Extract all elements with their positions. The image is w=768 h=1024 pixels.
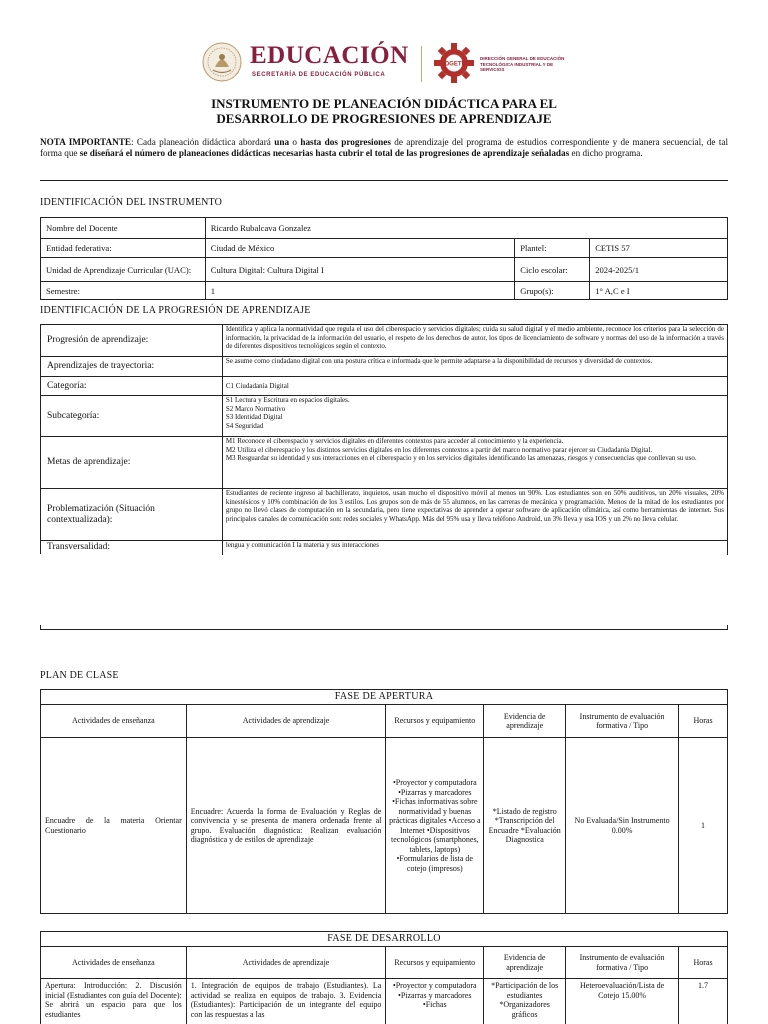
- nota-text-3: de aprendizaje del programa de estudios correspondiente y de manera secuencial, de tal forma que: [40, 137, 728, 159]
- categoria-value: C1 Ciudadanía Digital: [222, 377, 727, 396]
- divider-line: [40, 180, 728, 181]
- col-recursos: Recursos y equipamiento: [386, 947, 484, 979]
- desarrollo-horas: 1.7: [679, 979, 728, 1024]
- docente-label: Nombre del Docente: [41, 218, 206, 239]
- apertura-horas: 1: [679, 738, 728, 914]
- plantel-label: Plantel:: [515, 239, 590, 258]
- col-recursos: Recursos y equipamiento: [386, 705, 484, 738]
- plan-heading: PLAN DE CLASE: [40, 670, 119, 681]
- meta-line: M2 Utiliza el ciberespacio y los distintos servicios digitales en los diferentes contextos a partir del marco normativo parar ejercer su Ciudadanía Digital.: [225, 445, 653, 454]
- tick-left: [40, 625, 41, 630]
- nota-text-2: o: [289, 137, 301, 147]
- desarrollo-ensenanza: Apertura: Introducción: 2. Discusión inicial (Estudiantes con guía del Docente): Se abrirá un espacio para que los estudiantes: [41, 979, 187, 1024]
- header-divider: [421, 46, 422, 82]
- desarrollo-recursos: •Proyector y computadora •Pizarras y marcadores •Fichas: [386, 979, 484, 1024]
- table-row: [41, 690, 728, 705]
- desarrollo-aprendizaje: 1. Integración de equipos de trabajo (Estudiantes). La actividad se realiza en equipos de trabajo. 3. Evidencia (Estudiantes): Participación de un integrante del equipo con las respuestas a las: [186, 979, 386, 1024]
- entidad-label: Entidad federativa:: [41, 239, 206, 258]
- apertura-evidencia: *Listado de registro *Transcripción del Encuadre *Evaluación Diagnostica: [484, 738, 566, 914]
- desarrollo-evidencia: *Participación de los estudiantes *Organizadores gráficos: [484, 979, 566, 1024]
- table-row: [41, 979, 728, 1024]
- subcategoria-value: [222, 396, 727, 437]
- grupos-value: 1° A,C e I: [590, 282, 728, 300]
- meta-line: M1 Reconoce el ciberespacio y servicios digitales en diferentes contextos para acceder al conocimiento y la experiencia.: [225, 437, 564, 445]
- apertura-instrumento: No Evaluada/Sin Instrumento 0.00%: [566, 738, 679, 914]
- metas-value: [222, 437, 727, 489]
- uac-value: Cultura Digital: Cultura Digital I: [205, 258, 514, 282]
- table-row: [41, 282, 728, 300]
- col-evidencia: Evidencia de aprendizaje: [484, 705, 566, 738]
- subcategoria-label: Subcategoría:: [41, 396, 223, 437]
- transversalidad-value: lengua y comunicación I la materia y sus interacciones: [222, 541, 727, 555]
- table-row: [41, 947, 728, 979]
- title-line-1: INSTRUMENTO DE PLANEACIÓN DIDÁCTICA PARA EL: [211, 96, 557, 111]
- table-row: [41, 541, 728, 555]
- col-instrumento: Instrumento de evaluación formativa / Tipo: [566, 947, 679, 979]
- nota-text-1: : Cada planeación didáctica abordará: [131, 137, 275, 147]
- table-row: [41, 932, 728, 947]
- nota-bold-3: se diseñará el número de planeaciones didácticas necesarias hasta cubrir el total de las progresiones de aprendizaje señaladas: [79, 148, 570, 159]
- apertura-aprendizaje: Encuadre: Acuerda la forma de Evaluación y Reglas de convivencia y se presenta de manera ordenada frente al grupo. Evaluación diagnóstica: Realizan evaluación diagnóstica y de estilos de aprendizaje: [186, 738, 386, 914]
- dgetis-label: DIRECCIÓN GENERAL DE EDUCACIÓN TECNOLÓGICA INDUSTRIAL Y DE SERVICIOS: [480, 56, 565, 72]
- trayectoria-value: Se asume como ciudadano digital con una postura crítica e informada que le permite adaptarse a la disponibilidad de recursos y diversidad de contextos.: [222, 357, 727, 377]
- desarrollo-table: [40, 931, 728, 1024]
- problematizacion-label: Problematización (Situación contextualizada):: [41, 489, 223, 541]
- table-row: [41, 437, 728, 489]
- metas-label: Metas de aprendizaje:: [41, 437, 223, 489]
- col-horas: Horas: [679, 705, 728, 738]
- subcategoria-line: S3 Identidad Digital: [225, 413, 283, 422]
- subcategoria-line: S4 Seguridad: [225, 421, 264, 430]
- trayectoria-label: Aprendizajes de trayectoria:: [41, 357, 223, 377]
- identificacion-heading: IDENTIFICACIÓN DEL INSTRUMENTO: [40, 197, 223, 208]
- transversalidad-bottom-line: [40, 629, 728, 630]
- apertura-table: [40, 689, 728, 914]
- progresion-table: [40, 324, 728, 555]
- meta-line: M3 Resguardar su identidad y sus interacciones en el ciberespacio y en los servicios digitales identificando las amenazas, riesgos y consecuencias que conllevan su uso.: [225, 454, 697, 463]
- desarrollo-title: FASE DE DESARROLLO: [41, 932, 728, 947]
- apertura-recursos: •Proyector y computadora •Pizarras y marcadores •Fichas informativas sobre normatividad y buenas prácticas digitales •Acceso a Internet •Dispositivos tecnológicos (smartphones, tablets, laptops) •Formularios de lista de cotejo (impresos): [386, 738, 484, 914]
- categoria-label: Categoría:: [41, 377, 223, 396]
- progresion-label: Progresión de aprendizaje:: [41, 325, 223, 357]
- docente-value: Ricardo Rubalcava Gonzalez: [205, 218, 727, 239]
- identificacion-table: [40, 217, 728, 300]
- nota-text-4: en dicho programa.: [569, 148, 643, 159]
- brand-subtitle: SECRETARÍA DE EDUCACIÓN PÚBLICA: [252, 72, 386, 78]
- table-row: [41, 258, 728, 282]
- table-row: [41, 357, 728, 377]
- col-horas: Horas: [679, 947, 728, 979]
- national-seal-icon: [202, 42, 242, 82]
- progresion-value: Identifica y aplica la normatividad que regula el uso del ciberespacio y servicios digitales; cuida su salud digital y el medio ambiente, reconoce los criterios para la selección de información, la privacidad de la información del usuario, el respeto de los derechos de autor, los tipos de licenciamiento de software y normas del uso de la información a través de diferentes dispositivos tecnológicos según el contexto.: [222, 325, 727, 357]
- table-row: [41, 325, 728, 357]
- entidad-value: Ciudad de México: [205, 239, 514, 258]
- col-evidencia: Evidencia de aprendizaje: [484, 947, 566, 979]
- nota-importante: [40, 137, 728, 160]
- col-ensenanza: Actividades de enseñanza: [41, 947, 187, 979]
- desarrollo-instrumento: Heteroevaluación/Lista de Cotejo 15.00%: [566, 979, 679, 1024]
- progresion-heading: IDENTIFICACIÓN DE LA PROGRESIÓN DE APRENDIZAJE: [40, 305, 311, 316]
- semestre-label: Semestre:: [41, 282, 206, 300]
- page-header: [0, 38, 768, 88]
- ciclo-value: 2024-2025/1: [590, 258, 728, 282]
- problematizacion-value: Estudiantes de reciente ingreso al bachillerato, inquietos, usan mucho el dispositivo móvil al menos un 90%. Los estudiantes son en 50% auditivos, un 20% visuales, 20% kinestésicos y 10% combinación de los 3 estilos. Los grupos son de más de 55 alumnos, en las carreras de mecánica y programación. Menos de la mitad de los estudiantes por grupo no llevó clases de computación en la secundaria, pero tiene expectativas de aprender a operar software de aplicación ofimática, así como herramientas de internet. Sus principales canales de comunicación son: redes sociales y WhatsApp. Más del 95% usa y lleva teléfono Android, un 3% lleva y usa IOS y un 2% no lleva celular.: [222, 489, 727, 541]
- table-row: [41, 489, 728, 541]
- nota-label: NOTA IMPORTANTE: [40, 137, 131, 147]
- col-aprendizaje: Actividades de aprendizaje: [186, 705, 386, 738]
- col-ensenanza: Actividades de enseñanza: [41, 705, 187, 738]
- nota-bold-1: una: [274, 137, 290, 147]
- col-instrumento: Instrumento de evaluación formativa / Tipo: [566, 705, 679, 738]
- table-row: [41, 705, 728, 738]
- svg-text:DGETI: DGETI: [444, 61, 464, 68]
- grupos-label: Grupo(s):: [515, 282, 590, 300]
- table-row: [41, 396, 728, 437]
- semestre-value: 1: [205, 282, 514, 300]
- dgeti-gear-logo-icon: [434, 41, 474, 85]
- ciclo-label: Ciclo escolar:: [515, 258, 590, 282]
- document-title: [0, 96, 768, 126]
- subcategoria-line: S1 Lectura y Escritura en espacios digitales.: [225, 396, 350, 404]
- tick-right: [727, 625, 728, 630]
- plantel-value: CETIS 57: [590, 239, 728, 258]
- spacer: [40, 554, 41, 632]
- table-row: [41, 239, 728, 258]
- table-row: [41, 377, 728, 396]
- brand-title: EDUCACIÓN: [250, 42, 409, 69]
- nota-bold-2: hasta dos progresiones: [300, 137, 391, 147]
- col-aprendizaje: Actividades de aprendizaje: [186, 947, 386, 979]
- subcategoria-line: S2 Marco Normativo: [225, 404, 286, 413]
- uac-label: Unidad de Aprendizaje Curricular (UAC):: [41, 258, 206, 282]
- apertura-title: FASE DE APERTURA: [41, 690, 728, 705]
- apertura-ensenanza: Encuadre de la materia Orientar Cuestionario: [41, 738, 187, 914]
- table-row: [41, 218, 728, 239]
- title-line-2: DESARROLLO DE PROGRESIONES DE APRENDIZAJE: [216, 111, 552, 126]
- transversalidad-label: Transversalidad:: [41, 541, 223, 555]
- table-row: [41, 738, 728, 914]
